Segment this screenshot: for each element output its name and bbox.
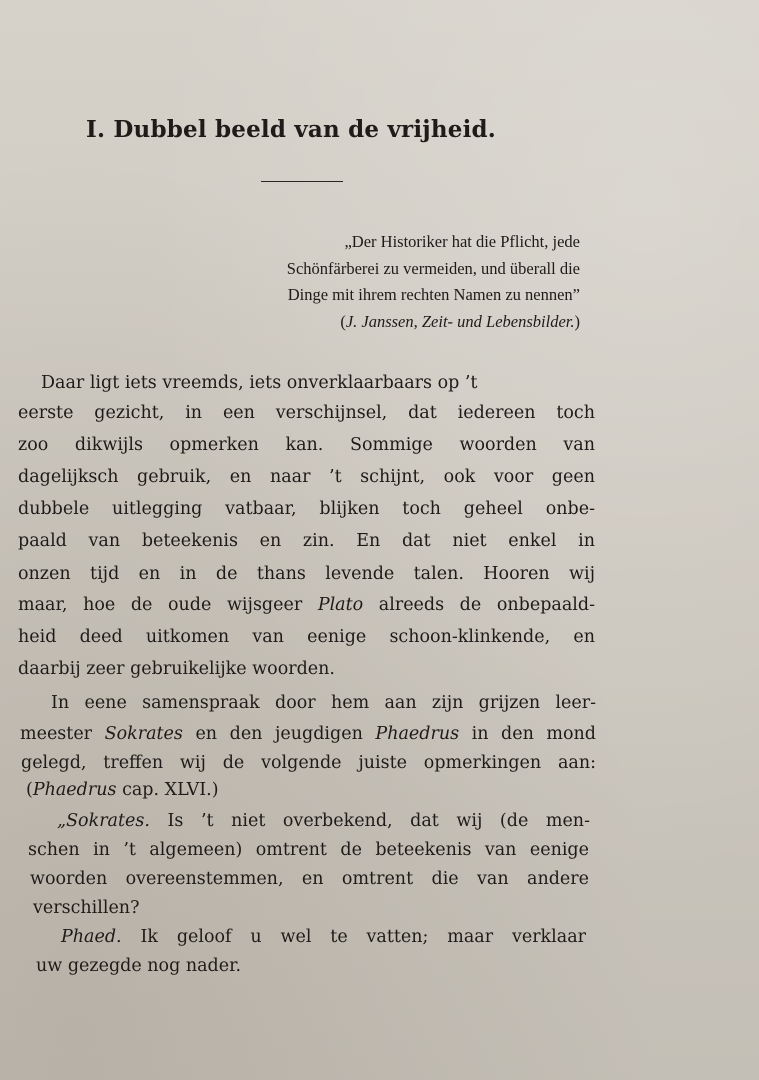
text-line: woorden overeenstemmen, en omtrent die van andere xyxy=(30,869,589,889)
text-line: paald van beteekenis en zin. En dat niet enkel in xyxy=(18,531,595,551)
name-phaedrus: Phaedrus xyxy=(32,780,117,800)
text-line xyxy=(20,724,596,744)
text-line xyxy=(18,595,595,615)
text-line: zoo dikwijls opmerken kan. Sommige woorden van xyxy=(18,435,595,455)
text-line: schen in ’t algemeen) omtrent de beteekenis van eenige xyxy=(28,840,589,860)
text-line: heid deed uitkomen van eenige schoon-klinkende, en xyxy=(18,627,595,647)
text-span: ( xyxy=(26,780,33,800)
epigraph-source-open: ( xyxy=(340,311,346,331)
name-sokrates: Sokrates xyxy=(104,724,183,744)
text-span: meester xyxy=(20,724,93,744)
text-line: eerste gezicht, in een verschijnsel, dat iedereen toch xyxy=(18,403,595,423)
epigraph-line: Schönfärberei zu vermeiden, und überall die xyxy=(286,258,580,278)
name-phaedrus: Phaedrus xyxy=(375,724,460,744)
text-line: dagelijksch gebruik, en naar ’t schijnt, ook voor geen xyxy=(18,467,595,487)
epigraph-line: „Der Historiker hat die Pflicht, jede xyxy=(344,232,580,251)
text-span: cap. XLVI.) xyxy=(122,780,219,800)
text-line xyxy=(26,780,219,800)
speaker-phaed: Phaed. xyxy=(61,927,122,947)
text-line-content: Daar ligt iets vreemds, iets onverklaarbaars op ’t xyxy=(41,373,478,393)
text-span: maar, hoe de oude wijsgeer xyxy=(18,595,303,615)
text-line xyxy=(41,373,595,393)
name-plato: Plato xyxy=(317,595,364,615)
text-line xyxy=(61,927,586,947)
epigraph-source-text: J. Janssen, Zeit- und Lebensbilder. xyxy=(345,311,575,331)
text-line: In eene samenspraak door hem aan zijn grijzen leer- xyxy=(51,693,596,713)
text-line: uw gezegde nog nader. xyxy=(36,956,242,976)
epigraph-source-close: ) xyxy=(574,311,580,331)
text-line: onzen tijd en in de thans levende talen. Hooren wij xyxy=(18,564,595,584)
text-line xyxy=(57,811,590,831)
text-line: verschillen? xyxy=(33,898,140,918)
chapter-title: I. Dubbel beeld van de vrijheid. xyxy=(86,116,497,143)
text-span: Ik geloof u wel te vatten; maar verklaar xyxy=(140,927,586,947)
text-span: in den mond xyxy=(471,724,596,744)
text-line: daarbij zeer gebruikelijke woorden. xyxy=(18,659,335,679)
text-span: en den jeugdigen xyxy=(195,724,363,744)
text-span: Is ’t niet overbekend, dat wij (de men- xyxy=(167,811,590,831)
text-line: gelegd, treffen wij de volgende juiste opmerkingen aan: xyxy=(21,753,596,773)
text-line: dubbele uitlegging vatbaar, blijken toch geheel onbe- xyxy=(18,499,595,519)
epigraph-line: Dinge mit ihrem rechten Namen zu nennen” xyxy=(287,285,580,304)
text-span: alreeds de onbepaald- xyxy=(378,595,595,615)
speaker-sokrates: „Sokrates. xyxy=(57,811,150,831)
